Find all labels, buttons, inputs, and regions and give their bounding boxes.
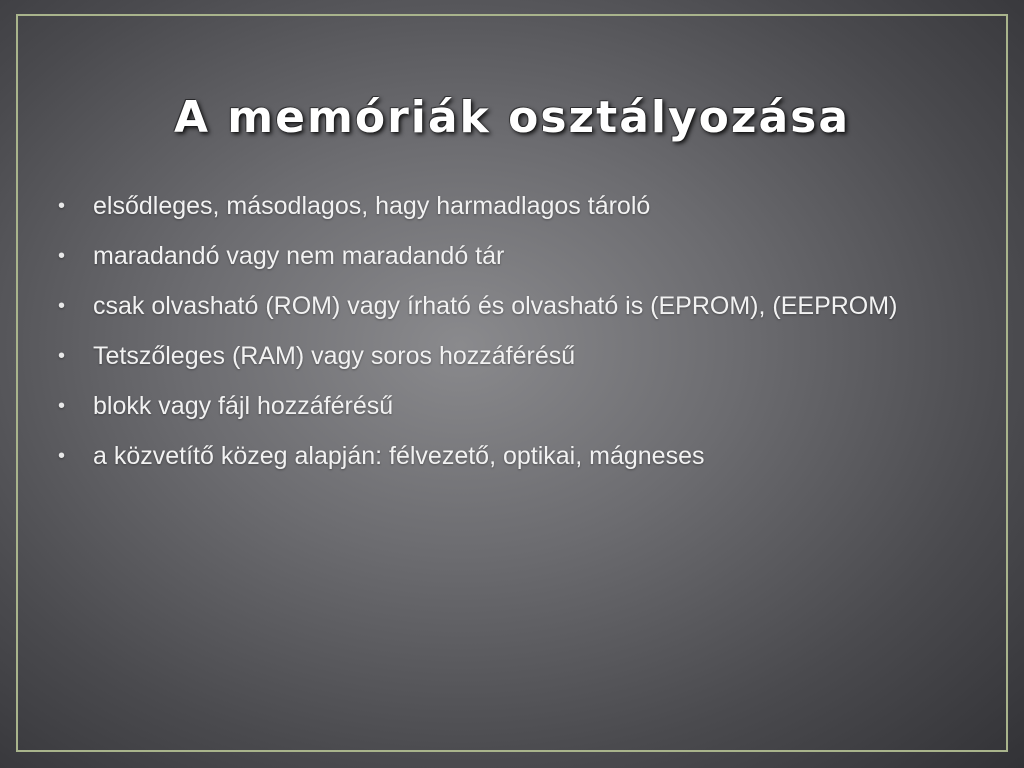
bullet-icon: •	[58, 245, 66, 267]
list-item-text: a közvetítő közeg alapján: félvezető, optikai, mágneses	[93, 442, 705, 470]
bullet-icon: •	[58, 345, 66, 367]
list-item-text: csak olvasható (ROM) vagy írható és olvasható is (EPROM), (EEPROM)	[93, 292, 898, 320]
list-item	[58, 188, 958, 225]
bullet-icon: •	[58, 395, 66, 417]
list-item-text: maradandó vagy nem maradandó tár	[93, 242, 505, 270]
list-item-text: Tetszőleges (RAM) vagy soros hozzáférésű	[93, 342, 576, 370]
slide-title: A memóriák osztályozása	[173, 92, 851, 143]
list-item	[58, 438, 958, 475]
list-item	[58, 388, 958, 425]
list-item-text: elsődleges, másodlagos, hagy harmadlagos tároló	[93, 192, 651, 220]
bullet-icon: •	[58, 295, 66, 317]
list-item	[58, 238, 958, 275]
bullet-icon: •	[58, 195, 66, 217]
list-item-text: blokk vagy fájl hozzáférésű	[93, 392, 394, 420]
bullet-list	[58, 188, 958, 488]
bullet-icon: •	[58, 445, 66, 467]
list-item	[58, 288, 958, 325]
list-item	[58, 338, 958, 375]
